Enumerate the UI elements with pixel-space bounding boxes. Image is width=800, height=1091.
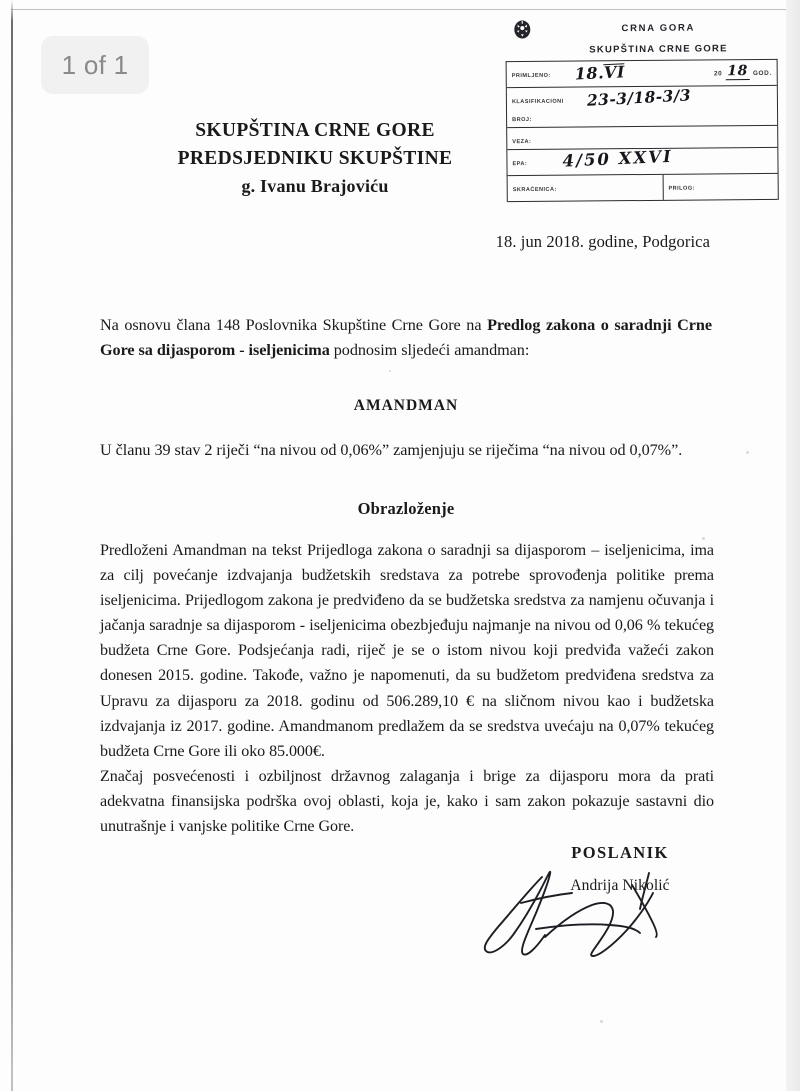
stamp-cell-veza bbox=[507, 126, 777, 149]
stamp-label-veza: VEZA: bbox=[512, 139, 532, 146]
addressee-line-3: g. Ivanu Brajoviću bbox=[241, 176, 389, 197]
stamp-cell-skracenica bbox=[508, 175, 664, 201]
page-edge-left bbox=[11, 0, 13, 1091]
stamp-value-primljeno bbox=[574, 62, 625, 83]
stamp-label-klasifikacioni-line2: BROJ: bbox=[512, 117, 532, 124]
stamp-year-prefix: 20 bbox=[713, 70, 723, 78]
stamp-year-suffix: GOD. bbox=[752, 70, 772, 78]
stamp-label-epa: EPA: bbox=[512, 161, 528, 168]
stamp-cell-prilog bbox=[663, 174, 777, 200]
stamp-year-value: 18 bbox=[725, 65, 750, 80]
stamp-header bbox=[505, 15, 777, 60]
stamp-label-prilog: PRILOG: bbox=[668, 185, 695, 192]
stamp-row-skracenica-prilog bbox=[508, 174, 778, 202]
signature-block bbox=[505, 843, 735, 972]
scan-speck bbox=[746, 451, 749, 454]
amendment-body-text: U članu 39 stav 2 riječi “na nivou od 0,06%” zamjenjuju se riječima “na nivou od 0,07%”. bbox=[100, 441, 683, 459]
stamp-label-primljeno: PRIMLJENO: bbox=[511, 73, 551, 80]
stamp-field-table bbox=[506, 59, 779, 202]
signatory-role: POSLANIK bbox=[571, 843, 669, 862]
stamp-cell-primljeno bbox=[507, 60, 777, 87]
scan-speck bbox=[389, 370, 391, 372]
stamp-cell-klasifikacioni bbox=[507, 86, 777, 127]
stamp-year-group bbox=[714, 65, 772, 80]
intro-text-part-1: Na osnovu člana 148 Poslovnika Skupštine Crne Gore na bbox=[100, 316, 488, 334]
montenegro-coat-of-arms-icon bbox=[511, 18, 533, 47]
page-edge-right bbox=[786, 0, 800, 1091]
stamp-row-veza bbox=[507, 126, 777, 150]
page-indicator-badge bbox=[41, 36, 149, 94]
addressee-block bbox=[150, 117, 480, 200]
stamp-organization-label: SKUPŠTINA CRNE GORE bbox=[589, 43, 728, 56]
intro-text-part-2: podnosim sljedeći amandman: bbox=[329, 340, 530, 359]
stamp-primljeno-day: 18. bbox=[574, 63, 605, 84]
intro-bill-title: Predlog zakona o saradnji Crne Gore sa dijasporom - iseljenicima bbox=[100, 316, 712, 359]
explanation-paragraph-1: Predloženi Amandman na tekst Prijedloga zakona o saradnji sa dijasporom – iseljenicima, ima za cilj povećanje izdvajanja budžetskih sredstava za potrebe sprovođenja politike prema iseljenicima. Prijedlogom zakona je predviđeno da se budžetska sredstva za namjenu očuvanja i jačanja saradnje sa dijasporom - iseljenicima obezbjeđuju najmanje na nivou od 0,06 % tekućeg budžeta Crne Gore. Podsjećanja radi, riječ je se o istom nivou koji predviđa važeći zakon donesen 2015. godine. Takođe, važno je napomenuti, da su budžetom predviđena sredstva za Upravu za dijasporu za 2018. godinu od 506.289,10 € na sličnom nivou kao i budžetska izdvajanja iz 2017. godine. Amandmanom predlažem da se sredstva uvećaju na 0,07% tekućeg budžeta Crne Gore ili oko 85.000€. bbox=[100, 542, 714, 760]
stamp-row-primljeno bbox=[507, 60, 777, 88]
page-indicator-label: 1 of 1 bbox=[61, 49, 129, 80]
stamp-row-epa bbox=[507, 148, 777, 176]
intro-paragraph bbox=[100, 313, 712, 362]
stamp-country-label: CRNA GORA bbox=[621, 22, 696, 35]
stamp-row-klasifikacioni-broj bbox=[507, 86, 777, 128]
stamp-cell-epa bbox=[507, 148, 777, 175]
addressee-line-1: SKUPŠTINA CRNE GORE bbox=[195, 120, 435, 141]
stamp-value-klasifikacioni-broj: 23-3/18-3/3 bbox=[586, 85, 692, 110]
explanation-paragraph-2: Značaj posvećenosti i ozbiljnost državnog zalaganja i brige za dijasporu mora da prati adekvatna finansijska podrška ovoj oblasti, koja je, kako i sam zakon pokazuje sastavni dio unutrašnje i vanjske politike Crne Gore. bbox=[100, 767, 714, 836]
stamp-header-text bbox=[543, 15, 777, 59]
scan-speck bbox=[600, 1020, 603, 1023]
stamp-primljeno-month: VI bbox=[603, 62, 626, 83]
explanation-heading: Obrazloženje bbox=[357, 499, 455, 518]
stamp-label-klasifikacioni-line1: KLASIFIKACIONI bbox=[511, 98, 564, 106]
stamp-label-skracenica: SKRAĆENICA: bbox=[512, 186, 557, 194]
document-date-place: 18. jun 2018. godine, Podgorica bbox=[495, 232, 710, 251]
signatory-name: Andrija Nikolić bbox=[570, 877, 670, 894]
stamp-value-epa: 4/50 XXVI bbox=[562, 147, 674, 171]
explanation-body bbox=[100, 538, 714, 839]
addressee-line-2: PREDSJEDNIKU SKUPŠTINE bbox=[177, 147, 453, 169]
page-edge-top bbox=[11, 9, 786, 10]
signature-area bbox=[505, 877, 735, 972]
amendment-heading: AMANDMAN bbox=[353, 397, 459, 414]
receipt-stamp bbox=[505, 15, 779, 203]
